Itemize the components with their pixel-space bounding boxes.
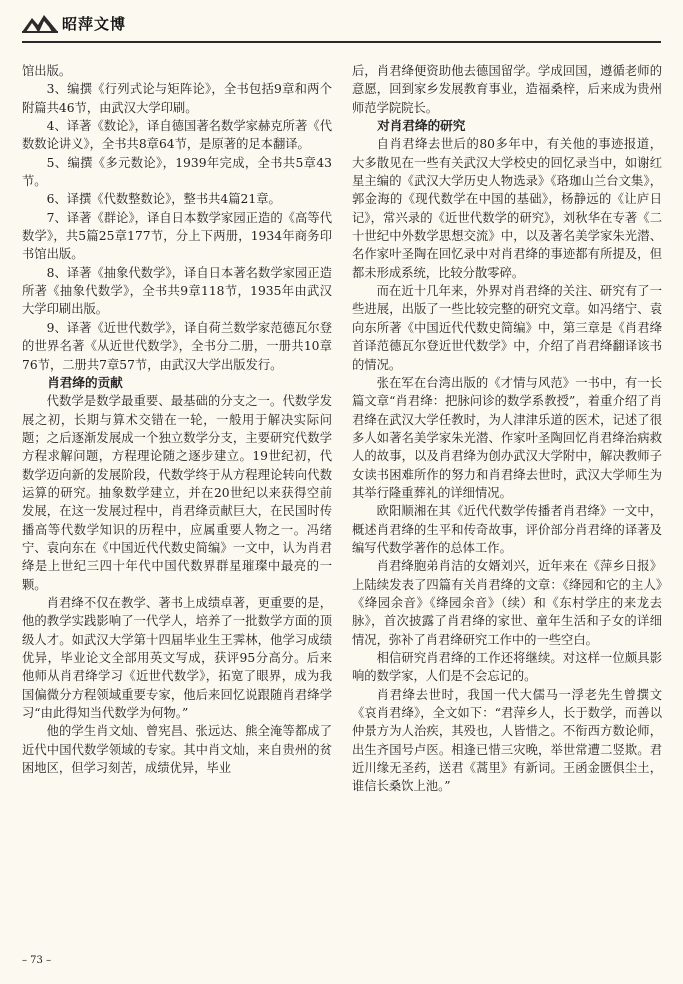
section-heading: 对肖君绛的研究: [377, 118, 466, 134]
paragraph: 6、译撰《代数整数论》，整书共4篇21章。: [46, 192, 281, 207]
right-column: [352, 62, 662, 796]
paragraph: 5、编撰《多元数论》，1939年完成，全书共5章43节。: [22, 155, 332, 189]
paragraph: 张在军在台湾出版的《才情与风范》一书中，有一长篇文章“肖君绛：把脉问诊的数学系教授”，着重介绍了肖君绛在武汉大学任教时，为人津津乐道的医术，记述了很多人如著名美学家朱光潜、作家叶圣陶回忆肖君绛治病救人的故事，以及肖君绛为创办武汉大学附中，解决教师子女读书困难所作的努力和肖君绛去世时，武汉大学师生为其举行隆重葬礼的详细情况。: [352, 375, 662, 500]
paragraph: 3、编撰《行列式论与矩阵论》，全书包括9章和两个附篇共46节，由武汉大学印刷。: [22, 82, 332, 115]
paragraph: 相信研究肖君绛的工作还将继续。对这样一位颇具影响的数学家，人们是不会忘记的。: [352, 651, 662, 684]
mountain-logo-icon: [22, 12, 58, 34]
paragraph: 他的学生肖文灿、曾宪昌、张远达、熊全淹等都成了近代中国代数学领域的专家。其中肖文灿，来自贵州的贫困地区，但学习刻苦，成绩优异，毕业: [22, 724, 332, 776]
paragraph: 欧阳顺湘在其《近代代数学传播者肖君绛》一文中，概述肖君绛的生平和传奇故事，评价部分肖君绛的译著及编写代数学著作的总体工作。: [352, 504, 662, 555]
section-heading: 肖君绛的贡献: [47, 374, 123, 390]
paragraph: 后，肖君绛便资助他去德国留学。学成回国，遵循老师的意愿，回到家乡发展教育事业，造福桑梓，后来成为贵州师范学院院长。: [352, 64, 662, 115]
paragraph: 而在近十几年来，外界对肖君绛的关注、研究有了一些进展，出版了一些比较完整的研究文章。如冯绪宁、袁向东所著《中国近代代数史简编》中，第三章是《肖君绛首译范德瓦尔登近世代数学》中，介绍了肖君绛翻译该书的情况。: [352, 284, 662, 372]
left-column: [22, 62, 332, 777]
paragraph: 肖君绛不仅在教学、著书上成绩卓著，更重要的是，他的教学实践影响了一代学人，培养了一批数学方面的顶级人才。如武汉大学第十四届毕业生王霁林，他学习成绩优异，毕业论文全部用英文写成，获评95分高分。后来他师从肖君绛学习《近世代数学》，拓宽了眼界，成为我国偏微分方程领域重要专家，他后来回忆说跟随肖君绛学习“由此得知当代数学为何物。”: [22, 595, 332, 721]
paragraph: 自肖君绛去世后的80多年中，有关他的事迹报道，大多散见在一些有关武汉大学校史的回忆录当中，如谢红星主编的《武汉大学历史人物选录》《珞珈山兰台文集》，郭金海的《现代数学在中国的基础》，杨静远的《让庐日记》，常兴录的《近世代数学的研究》，刘秋华在专著《二十世纪中外数学思想交流》中，以及著名美学家朱光潜、名作家叶圣陶在回忆录中对肖君绛的事迹都有所提及，但都未形成系统，比较分散零碎。: [352, 137, 662, 280]
paragraph: 代数学是数学最重要、最基础的分支之一。代数学发展之初，长期与算术交错在一轮，一般用于解决实际问题；之后逐渐发展成一个独立数学分支，主要研究代数学方程求解问题，方程理论随之逐步建立。19世纪初，代数学迈向新的发展阶段，代数学终于从方程理论转向代数运算的研究。抽象数学建立，并在20世纪以来获得空前发展，在这一发展过程中，肖君绛贡献巨大，在民国时传播高等代数学知识的历程中，应属重要人物之一。冯绪宁、袁向东在《中国近代代数史简编》一文中，认为肖君绛是上世纪三四十年代中国代数界群星璀璨中最亮的一颗。: [22, 394, 332, 592]
paragraph: 馆出版。: [22, 64, 72, 78]
paragraph: 9、译著《近世代数学》，译自荷兰数学家范德瓦尔登的世界名著《从近世代数学》，全书分二册，一册共10章76节，二册共7章57节，由武汉大学出版发行。: [22, 320, 332, 372]
paragraph: 肖君绛去世时，我国一代大儒马一浮老先生曾撰文《哀肖君绛》，全文如下：“君萍乡人，长于数学，而善以仲景方为人治疾，其殁也，人皆惜之。不衔西方数论师，出生齐国号卢医。相逢已惜三灾晚，举世常遭二竖欺。君近川缘无圣药，送君《蒿里》有新词。王函金匮俱尘土，谁信长桑饮上池。”: [352, 687, 662, 794]
paragraph: 7、译著《群论》，译自日本数学家园正造的《高等代数学》，共5篇25章177节，分上下两册，1934年商务印书馆出版。: [22, 210, 332, 262]
page-header: [0, 0, 683, 44]
header-rule: [22, 41, 661, 43]
paragraph: 肖君绛胞弟肖洁的女婿刘兴，近年来在《萍乡日报》上陆续发表了四篇有关肖君绛的文章：《绛园和它的主人》《绛园余音》《绛园余音》（续）和《东村学庄的来龙去脉》，首次披露了肖君绛的家世、童年生活和子女的详细情况，弥补了肖君绛研究工作中的一些空白。: [352, 559, 662, 647]
paragraph: 8、译著《抽象代数学》，译自日本著名数学家园正造所著《抽象代数学》，全书共9章118节，1935年由武汉大学印刷出版。: [22, 265, 332, 317]
brand-title: 昭萍文博: [62, 15, 127, 33]
page-number: – 73 –: [22, 955, 52, 966]
paragraph: 4、译著《数论》，译自德国著名数学家赫克所著《代数数论讲义》，全书共8章64节，是原著的足本翻译。: [22, 119, 332, 152]
